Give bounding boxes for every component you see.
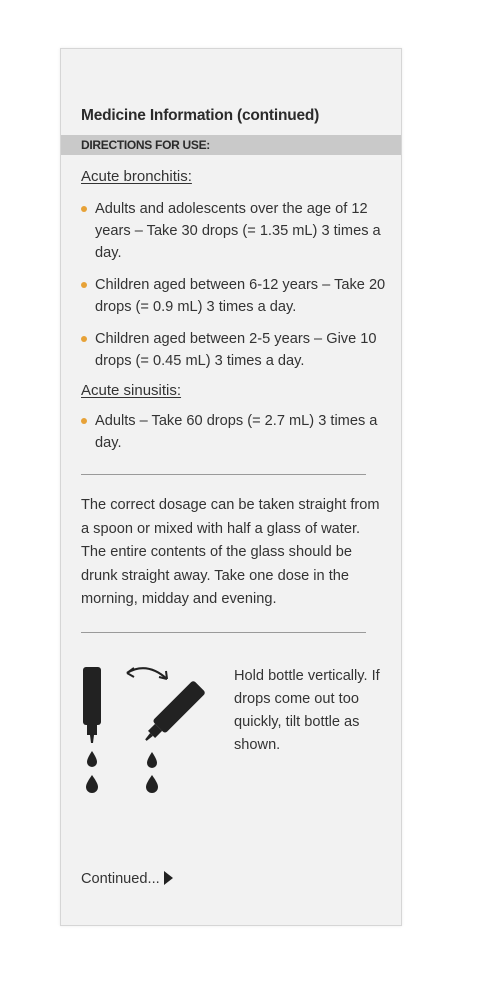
bronchitis-heading: Acute bronchitis: <box>81 168 192 185</box>
drop-icon <box>86 751 98 793</box>
sinusitis-heading: Acute sinusitis: <box>81 382 182 399</box>
list-item <box>81 328 400 372</box>
dropper-bottle-tilted-icon <box>140 680 206 746</box>
divider <box>81 474 366 475</box>
dosage-paragraph: The correct dosage can be taken straight from a spoon or mixed with half a glass of water. The entire contents of the glass should be drunk straight away. Take one dose in the morning, midday and evening. <box>81 497 380 607</box>
medicine-info-card <box>60 48 402 926</box>
play-arrow-icon <box>164 871 173 885</box>
continued-link <box>81 871 173 887</box>
bullet-text: Adults and adolescents over the age of 12 years – Take 30 drops (= 1.35 mL) 3 times a day. <box>95 201 381 261</box>
list-item <box>81 274 400 318</box>
hold-bottle-caption: Hold bottle vertically. If drops come out too quickly, tilt bottle as shown. <box>234 668 380 753</box>
bullet-dot-icon <box>81 282 87 288</box>
bullet-dot-icon <box>81 206 87 212</box>
bullet-dot-icon <box>81 336 87 342</box>
list-item <box>81 198 400 264</box>
bullet-text: Adults – Take 60 drops (= 2.7 mL) 3 times a day. <box>95 413 378 451</box>
bullet-dot-icon <box>81 418 87 424</box>
bullet-text: Children aged between 6-12 years – Take 20 drops (= 0.9 mL) 3 times a day. <box>95 277 386 315</box>
directions-band <box>61 135 401 155</box>
divider <box>81 632 366 633</box>
dropper-illustration <box>77 659 217 809</box>
bullet-text: Children aged between 2-5 years – Give 10 drops (= 0.45 mL) 3 times a day. <box>95 331 377 369</box>
drop-icon <box>146 752 158 793</box>
list-item <box>81 410 400 454</box>
continued-label: Continued... <box>81 871 160 887</box>
page-title: Medicine Information (continued) <box>81 107 320 124</box>
dropper-bottle-vertical-icon <box>83 667 101 743</box>
tilt-arrow-icon <box>127 668 167 679</box>
directions-label: DIRECTIONS FOR USE: <box>81 138 210 152</box>
